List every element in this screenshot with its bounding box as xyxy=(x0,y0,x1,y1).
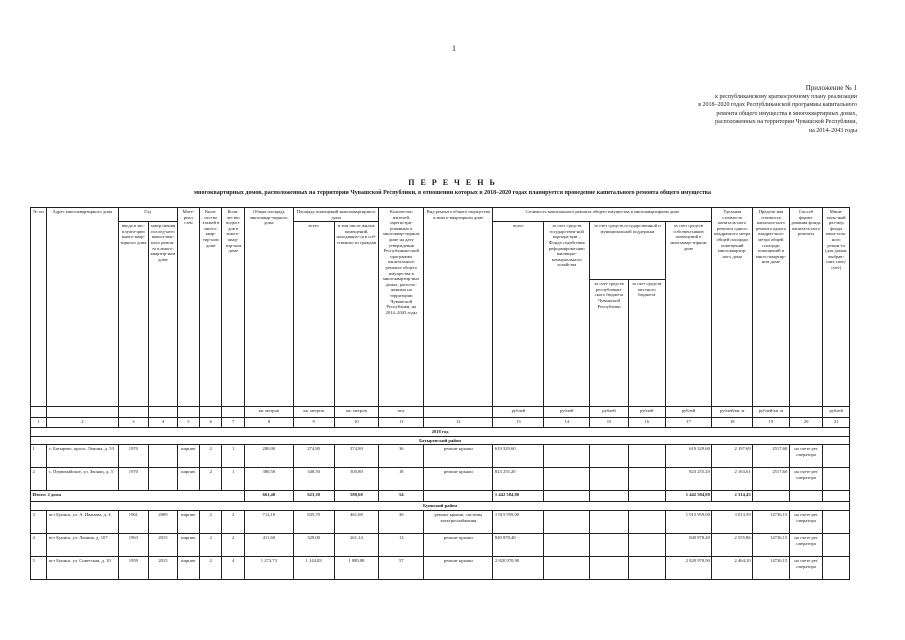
document-title: П Е Р Е Ч Е Н Ь xyxy=(408,178,497,187)
column-number: 3 xyxy=(118,418,149,428)
column-number: 14 xyxy=(544,418,590,428)
row-cost-total: 840 878,40 xyxy=(493,533,544,556)
row-cost-local xyxy=(628,510,665,533)
total-row xyxy=(31,491,850,502)
row-premises-residents: 261,14 xyxy=(334,533,379,556)
column-number: 9 xyxy=(293,418,334,428)
unit-cell: кв. метров xyxy=(334,407,379,418)
row-cost-republic xyxy=(590,510,629,533)
row-wall: кирпич xyxy=(177,510,199,533)
row-unit-cost: 2 163,61 xyxy=(712,468,753,491)
row-address: с. Первомайское, ул. Звонац, д. 3 xyxy=(47,468,118,491)
total-empty-cell xyxy=(628,491,665,502)
column-number: 13 xyxy=(493,418,544,428)
row-repair-type: ремонт крыши, системы электроснабжения xyxy=(424,510,493,533)
row-wall: кирпич xyxy=(177,445,199,468)
row-residents: 18 xyxy=(379,468,424,491)
row-num: 1 xyxy=(31,445,47,468)
row-year-built: 1961 xyxy=(118,510,149,533)
row-max-cost: 2517,60 xyxy=(753,468,790,491)
row-unit-cost: 2 464,10 xyxy=(712,556,753,579)
total-empty-cell xyxy=(753,491,790,502)
total-cost-owners: 1 442 584,80 xyxy=(665,491,712,502)
row-year-built: 1959 xyxy=(118,556,149,579)
row-unit-cost: 3 013,59 xyxy=(712,510,753,533)
header-repair-cost: Стоимость капитального ремонта общего имущества в многоквартирном доме xyxy=(493,208,712,222)
row-cost-owners: 619 329,60 xyxy=(665,445,712,468)
header-unit-cost: Удельная стоимость капиталь-ного ремонта одного квадратного метра общей площади помещений многоквартир-ного дома xyxy=(712,208,753,407)
total-label: Итого: 2 дома xyxy=(31,491,245,502)
row-cost-owners: 2 820 970,90 xyxy=(665,556,712,579)
total-premises: 623,30 xyxy=(293,491,334,502)
row-max-cost: 14736,15 xyxy=(753,533,790,556)
header-min-fund: Мини-маль-ный раз-мер фонда капи-таль-ного ремон-та (для домов, выбрав-ших спец-счет) xyxy=(823,208,850,407)
header-cost-republic: за счет средств республикан-ского бюджета Чувашской Республики xyxy=(590,280,629,407)
header-premises-area: Площадь помещений многоквартирного дома xyxy=(293,208,379,222)
row-fund-method: на счете рег оператора xyxy=(789,510,823,533)
unit-cell: чел. xyxy=(379,407,424,418)
column-number: 2 xyxy=(47,418,118,428)
row-cost-local xyxy=(628,533,665,556)
header-entrances: Коли-чество подъез-дов в много-квар-тир-ном доме xyxy=(222,208,244,407)
row-repair-type: ремонт крыши xyxy=(424,556,493,579)
unit-cell xyxy=(149,407,178,418)
year-heading: 2018 год xyxy=(31,428,850,437)
row-cost-fund xyxy=(544,533,590,556)
table-row xyxy=(31,468,850,491)
column-number: 7 xyxy=(222,418,244,428)
row-cost-republic xyxy=(590,468,629,491)
row-year-built: 1963 xyxy=(118,533,149,556)
row-cost-republic xyxy=(590,533,629,556)
unit-cell: рублей xyxy=(628,407,665,418)
row-cost-fund xyxy=(544,468,590,491)
unit-cell: рублей/кв. м xyxy=(712,407,753,418)
header-cost-local: за счет средств местного бюджета xyxy=(628,280,665,407)
header-cost-owners: за счет средств собствен-ников помещений в многоквар-тирном доме xyxy=(665,222,712,407)
row-year-repair: 2015 xyxy=(149,556,178,579)
header-wall-material: Мате-риал стен xyxy=(177,208,199,407)
total-empty-cell xyxy=(590,491,629,502)
row-cost-local xyxy=(628,556,665,579)
district-heading: Буинский район xyxy=(31,502,850,511)
row-wall: кирпич xyxy=(177,556,199,579)
row-num: 2 xyxy=(31,468,47,491)
row-entrances: 2 xyxy=(222,533,244,556)
row-min-fund xyxy=(823,556,850,579)
appendix-line: ремонта общего имущества в многоквартирных домах, xyxy=(716,110,857,117)
row-wall: кирпич xyxy=(177,468,199,491)
row-cost-total: 1 915 959,00 xyxy=(493,510,544,533)
row-max-cost: 2517,60 xyxy=(753,445,790,468)
appendix-header xyxy=(637,84,857,135)
row-address: пгт Буинск, ул. Ленина, д. 107 xyxy=(47,533,118,556)
row-floors: 2 xyxy=(200,533,222,556)
column-number: 4 xyxy=(149,418,178,428)
row-repair-type: ремонт крыши xyxy=(424,468,493,491)
row-address: пгт Буинск, ул. А. Иванова, д. 4 xyxy=(47,510,118,533)
row-fund-method: на счете рег оператора xyxy=(789,556,823,579)
column-number: 16 xyxy=(628,418,665,428)
column-number: 6 xyxy=(200,418,222,428)
table-row xyxy=(31,533,850,556)
row-premises-residents: 305,80 xyxy=(334,468,379,491)
table-row xyxy=(31,510,850,533)
column-number: 15 xyxy=(590,418,629,428)
header-cost-fund: за счет средств государствен-ной корпора-ции – Фонда содействия реформирова-нию жилищно-коммунального хозяйства xyxy=(544,222,590,407)
row-year-repair: 2009 xyxy=(149,510,178,533)
district-heading: Батыревский район xyxy=(31,436,850,445)
row-cost-local xyxy=(628,468,665,491)
column-number: 20 xyxy=(789,418,823,428)
page-number: 1 xyxy=(452,44,456,53)
row-fund-method: на счете рег оператора xyxy=(789,533,823,556)
total-area: 661,40 xyxy=(244,491,293,502)
row-entrances: 2 xyxy=(222,510,244,533)
row-cost-owners: 1 915 959,00 xyxy=(665,510,712,533)
total-empty-cell xyxy=(424,491,493,502)
row-cost-fund xyxy=(544,445,590,468)
row-cost-fund xyxy=(544,556,590,579)
total-empty-cell xyxy=(789,491,823,502)
row-repair-type: ремонт крыши xyxy=(424,533,493,556)
table-row xyxy=(31,556,850,579)
row-max-cost: 14736,15 xyxy=(753,510,790,533)
unit-cell xyxy=(200,407,222,418)
unit-cell xyxy=(118,407,149,418)
row-address: пгт Буинск, ул. Советская, д. 10 xyxy=(47,556,118,579)
row-residents: 30 xyxy=(379,510,424,533)
row-cost-local xyxy=(628,445,665,468)
row-cost-owners: 840 878,40 xyxy=(665,533,712,556)
row-min-fund xyxy=(823,533,850,556)
unit-cell xyxy=(47,407,118,418)
appendix-line: расположенных на территории Чувашской Республики, xyxy=(715,119,857,125)
row-cost-fund xyxy=(544,510,590,533)
row-year-repair xyxy=(149,468,178,491)
header-premises-residents: в том числе жилых помещений, находящих-ся в соб-ственности граждан xyxy=(334,222,379,407)
row-unit-cost: 2 555,86 xyxy=(712,533,753,556)
row-min-fund xyxy=(823,445,850,468)
housing-list-table xyxy=(30,207,850,580)
row-total-area: 1 273,73 xyxy=(244,556,293,579)
row-floors: 2 xyxy=(200,445,222,468)
header-year-repair: завер-шения послед-него выпол-нен-ного ремон-та в много-квартир-ном доме xyxy=(149,222,178,407)
unit-cell: рублей xyxy=(590,407,629,418)
row-year-repair xyxy=(149,445,178,468)
unit-cell xyxy=(222,407,244,418)
row-residents: 13 xyxy=(379,533,424,556)
row-year-repair: 2015 xyxy=(149,533,178,556)
row-cost-total: 619 329,60 xyxy=(493,445,544,468)
row-residents: 57 xyxy=(379,556,424,579)
row-min-fund xyxy=(823,468,850,491)
unit-cell: рублей xyxy=(493,407,544,418)
row-wall: кирпич xyxy=(177,533,199,556)
column-number: 18 xyxy=(712,418,753,428)
header-cost-total: всего xyxy=(493,222,544,407)
row-year-built: 1970 xyxy=(118,445,149,468)
header-residents: Количество жителей, зарегистри-рованных в многоквар-тирном доме на дату утверждения Республикан-ской программы капитального ремонта общего имущества в многоквартир-ных домах, располо-женных на территории Чувашской Республики, на 2014–2043 годы xyxy=(379,208,424,407)
row-premises-total: 1 144,83 xyxy=(293,556,334,579)
appendix-line: к республиканскому краткосрочному плану реализации xyxy=(715,93,857,100)
unit-cell: рублей/кв. м xyxy=(753,407,790,418)
total-empty-cell xyxy=(544,491,590,502)
appendix-line: в 2018–2020 годах Республиканской программы капитального xyxy=(698,102,857,108)
row-num: 5 xyxy=(31,556,47,579)
document-subtitle: многоквартирных домов, расположенных на территории Чувашской Республики, в отношении которых в 2018–2020 годах планируется проведение капитального ремонта общего имущества xyxy=(193,190,712,196)
row-min-fund xyxy=(823,510,850,533)
appendix-line: Приложение № 1 xyxy=(805,84,857,92)
row-premises-residents: 274,80 xyxy=(334,445,379,468)
header-floors: Коли-чество этажей в много-квар-тир-ном доме xyxy=(200,208,222,407)
row-max-cost: 14736,15 xyxy=(753,556,790,579)
row-total-area: 712,10 xyxy=(244,510,293,533)
header-fund-method: Способ форми-рования фонда капиталь-ного ремонта xyxy=(789,208,823,407)
row-unit-cost: 2 197,69 xyxy=(712,445,753,468)
row-entrances: 1 xyxy=(222,468,244,491)
row-entrances: 4 xyxy=(222,556,244,579)
row-cost-total: 2 820 970,90 xyxy=(493,556,544,579)
header-repair-type: Вид ремонта общего имущества в много-квартирном доме xyxy=(424,208,493,407)
column-number: 10 xyxy=(334,418,379,428)
row-total-area: 280,00 xyxy=(244,445,293,468)
row-floors: 2 xyxy=(200,510,222,533)
header-total-area: Общая площадь многоквар-тирного дома xyxy=(244,208,293,407)
total-cost: 1 442 584,80 xyxy=(493,491,544,502)
column-number: 5 xyxy=(177,418,199,428)
unit-cell xyxy=(789,407,823,418)
column-number: 11 xyxy=(379,418,424,428)
column-number: 17 xyxy=(665,418,712,428)
total-premises-residents: 580,60 xyxy=(334,491,379,502)
row-fund-method: на счете рег оператора xyxy=(789,445,823,468)
row-year-built: 1970 xyxy=(118,468,149,491)
unit-cell: рублей xyxy=(665,407,712,418)
row-fund-method: на счете рег оператора xyxy=(789,468,823,491)
header-premises-total: всего xyxy=(293,222,334,407)
row-premises-total: 329,00 xyxy=(293,533,334,556)
unit-cell: рублей xyxy=(544,407,590,418)
header-num: № пп xyxy=(31,208,47,407)
row-cost-total: 823 255,20 xyxy=(493,468,544,491)
row-num: 4 xyxy=(31,533,47,556)
row-floors: 2 xyxy=(200,468,222,491)
column-number: 1 xyxy=(31,418,47,428)
row-entrances: 1 xyxy=(222,445,244,468)
unit-cell xyxy=(31,407,47,418)
row-cost-owners: 823 255,20 xyxy=(665,468,712,491)
unit-cell xyxy=(424,407,493,418)
header-max-cost: Предель-ная стоимость капиталь-ного ремонта одного квадрат-ного метра общей площади помещений в много-квартир-ном доме xyxy=(753,208,790,407)
unit-cell: рублей xyxy=(823,407,850,418)
row-premises-residents: 1 089,88 xyxy=(334,556,379,579)
row-premises-total: 635,70 xyxy=(293,510,334,533)
row-address: с. Батырево, просп. Ленина, д. 53 xyxy=(47,445,118,468)
total-empty-cell xyxy=(823,491,850,502)
row-num: 3 xyxy=(31,510,47,533)
row-premises-total: 274,80 xyxy=(293,445,334,468)
row-premises-residents: 461,68 xyxy=(334,510,379,533)
header-cost-support: за счет средств государственной и муниципальной поддержки xyxy=(590,222,665,280)
unit-cell: кв. метров xyxy=(244,407,293,418)
column-number: 12 xyxy=(424,418,493,428)
row-cost-republic xyxy=(590,445,629,468)
column-number: 8 xyxy=(244,418,293,428)
appendix-line: на 2014–2043 годы xyxy=(808,127,857,134)
header-address: Адрес многоквартирного дома xyxy=(47,208,118,407)
header-year: Год xyxy=(118,208,177,222)
row-repair-type: ремонт крыши xyxy=(424,445,493,468)
column-number: 21 xyxy=(823,418,850,428)
row-premises-total: 348,50 xyxy=(293,468,334,491)
row-cost-republic xyxy=(590,556,629,579)
header-year-built: ввода в экс-плуата-цию много-квар-тирного дома xyxy=(118,222,149,407)
row-total-area: 411,60 xyxy=(244,533,293,556)
total-unit-cost: 2 314,43 xyxy=(712,491,753,502)
unit-cell: кв. метров xyxy=(293,407,334,418)
table-row xyxy=(31,445,850,468)
row-total-area: 380,50 xyxy=(244,468,293,491)
row-residents: 36 xyxy=(379,445,424,468)
total-residents: 54 xyxy=(379,491,424,502)
unit-cell xyxy=(177,407,199,418)
column-number: 19 xyxy=(753,418,790,428)
row-floors: 2 xyxy=(200,556,222,579)
